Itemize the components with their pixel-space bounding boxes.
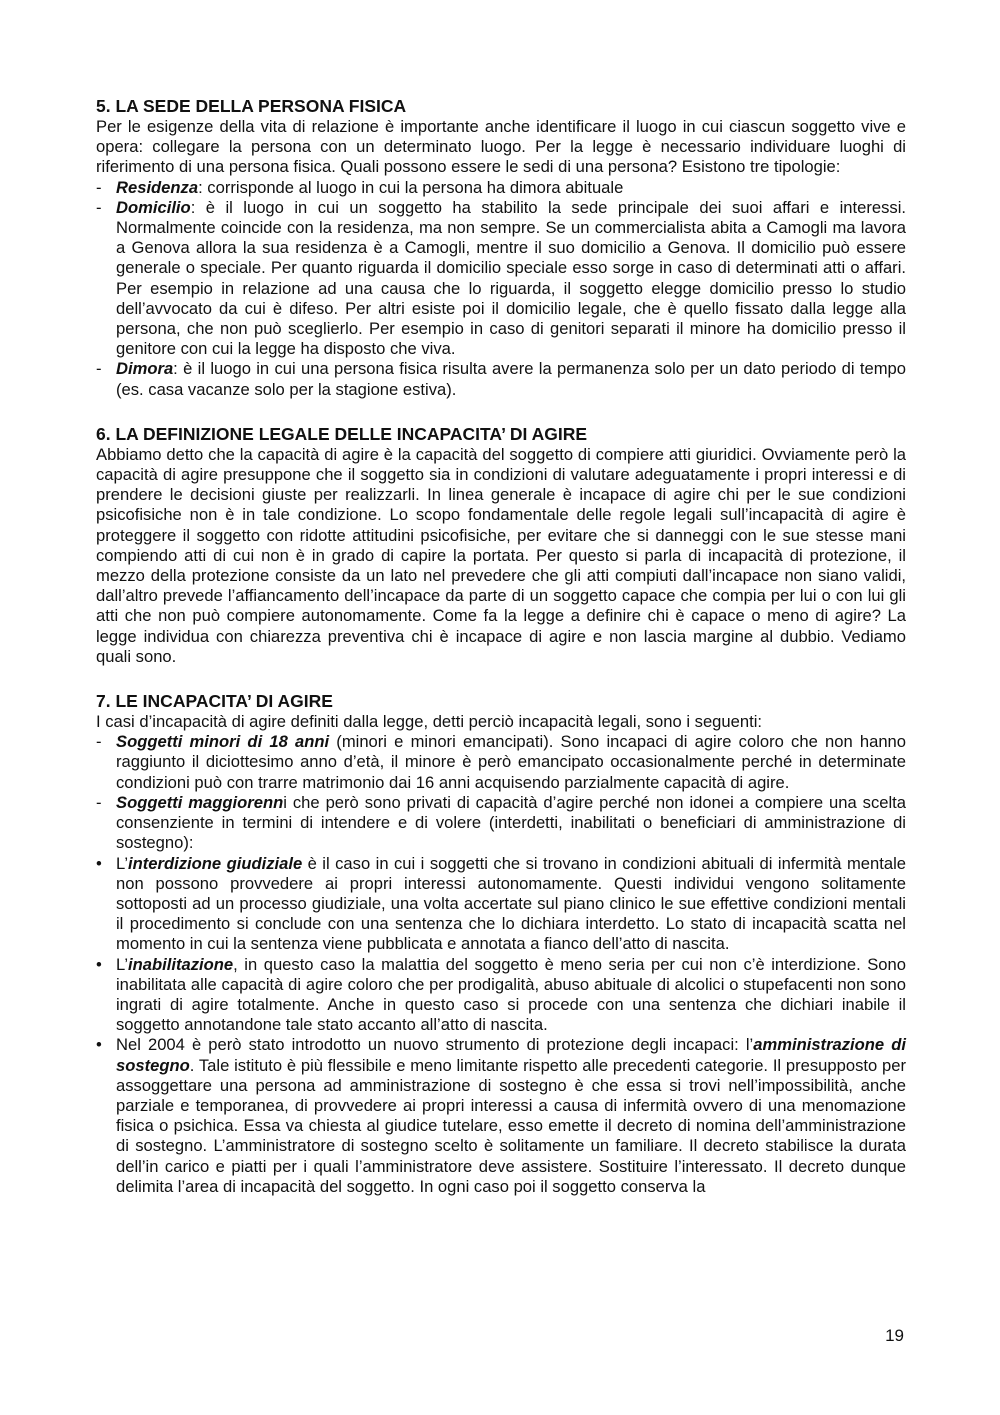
dash-marker: - bbox=[96, 359, 102, 379]
item-text: : è il luogo in cui un soggetto ha stabilito la sede principale dei suoi affari e interessi. Normalmente coincide con la residenza, ma non sempre. Se un commercialista abita a Camogli ma lavora a Genova allora la sua residenza è a Camogli, mentre il suo domicilio a Genova. Il domicilio può essere generale o speciale. Per quanto riguarda il domicilio speciale esso sorge in caso di determinati atti o affari. Per esempio in relazione ad una causa che lo riguarda, il soggetto elegge domicilio presso lo studio dell’avvocato da cui è difeso. Per altri esiste poi il domicilio legale, che è quello fissato dalla legge alla persona, che non può sceglierlo. Per esempio in caso di genitori separati il minore ha domicilio presso il genitore con cui la legge ha disposto che viva. bbox=[116, 197, 906, 359]
bullet-marker: • bbox=[96, 954, 102, 974]
list-item bbox=[96, 793, 906, 854]
dash-marker: - bbox=[96, 197, 102, 217]
bullet-list bbox=[96, 178, 906, 400]
item-text: è il caso in cui i soggetti che si trovano in condizioni abituali di infermità mentale non possono provvedere ai propri interessi autonomamente. Questi individui vengono solitamente sottoposti ad un processo giudiziale, una volta accertate sul piano clinico le sue effettive condizioni mentali il procedimento si conclude con una sentenza che lo dichiara interdetto. Lo stato di incapacità scatta nel momento in cui la sentenza viene pubblicata e annotata a fianco dell’atto di nascita. bbox=[116, 853, 906, 954]
item-prefix: L’ bbox=[116, 853, 128, 873]
bullet-list bbox=[96, 732, 906, 1197]
item-term: inabilitazione bbox=[128, 954, 234, 974]
item-term: Soggetti maggiorenn bbox=[116, 792, 284, 812]
document-page bbox=[96, 96, 906, 1221]
item-text: : è il luogo in cui una persona fisica risulta avere la permanenza solo per un dato periodo di tempo (es. casa vacanze solo per la stagione estiva). bbox=[116, 359, 906, 399]
item-text: : corrisponde al luogo in cui la persona ha dimora abituale bbox=[198, 177, 624, 197]
section-intro: Abbiamo detto che la capacità di agire è la capacità del soggetto di compiere atti giuridici. Ovviamente però la capacità di agire presuppone che il soggetto sia in condizioni di valutare adeguatamente i propri interessi e di prendere le decisioni giuste per realizzarli. In linea generale è incapace di agire chi per le sue condizioni psicofisiche non è in tale condizione. Lo scopo fondamentale delle regole legali sull’incapacità di agire è proteggere il soggetto con ridotte attitudini psicofisiche, per evitare che si danneggi con le sue stesse mani compiendo atti di cui non è in grado di capire la portata. Per questo si parla di incapacità di protezione, il mezzo della protezione consiste da un lato nel prevedere che gli atti compiuti dall’incapace non siano validi, dall’altro prevede l’affiancamento dell’incapace da parte di un soggetto capace che compia per lui o con lui gli atti che non può compiere autonomamente. Come fa la legge a definire chi è capace o meno di agire? La legge individua con chiarezza preventiva chi è incapace di agire e non lascia margine al dubbio. Vediamo quali sono. bbox=[96, 444, 906, 666]
section-title: 5. LA SEDE DELLA PERSONA FISICA bbox=[96, 96, 407, 116]
section-incapacita-di-agire bbox=[96, 691, 906, 1197]
section-intro: Per le esigenze della vita di relazione è importante anche identificare il luogo in cui ciascun soggetto vive e opera: collegare la persona con un determinato luogo. Per la legge è necessario individuare luoghi di riferimento di una persona fisica. Quali possono essere le sedi di una persona? Esistono tre tipologie: bbox=[96, 117, 906, 177]
page-number: 19 bbox=[885, 1326, 904, 1345]
item-text: i che però sono privati di capacità d’agire perché non idonei a compiere una scelta consenziente in termini di intendere e di volere (interdetti, inabilitati o beneficiari di amministrazione di sostegno): bbox=[116, 792, 906, 853]
item-term: Domicilio bbox=[116, 197, 191, 217]
list-item bbox=[96, 198, 906, 360]
section-sede-persona-fisica bbox=[96, 96, 906, 400]
item-term: Residenza bbox=[116, 177, 199, 197]
item-term: Soggetti minori di 18 anni bbox=[116, 732, 330, 752]
bullet-marker: • bbox=[96, 853, 102, 873]
item-prefix: Nel 2004 è però stato introdotto un nuovo strumento di protezione degli incapaci: l’ bbox=[116, 1035, 754, 1055]
list-item bbox=[96, 854, 906, 955]
section-title: 7. LE INCAPACITA’ DI AGIRE bbox=[96, 691, 333, 712]
item-text: . Tale istituto è più flessibile e meno limitante rispetto alle precedenti categorie. Il presupposto per assoggettare una persona ad amministrazione di sostegno è che essa si trovi nell’impossibilità, anche parziale e temporanea, di provvedere ai propri interessi a causa di infermità ovvero di una menomazione fisica o psichica. Essa va chiesta al giudice tutelare, esso emette il decreto di nomina dell’amministrazione di sostegno. L’amministratore di sostegno scelto è solitamente un familiare. Il decreto stabilisce la durata dell’in carico e piatti per i quali l’amministratore deve assistere. Sostituire l’interessato. Il decreto dunque delimita l’area di incapacità del soggetto. In ogni caso poi il soggetto conserva la bbox=[116, 1055, 906, 1196]
section-definizione-incapacita bbox=[96, 424, 906, 667]
dash-marker: - bbox=[96, 732, 102, 752]
list-item bbox=[96, 1035, 906, 1197]
list-item bbox=[96, 359, 906, 399]
bullet-marker: • bbox=[96, 1035, 102, 1055]
section-title: 6. LA DEFINIZIONE LEGALE DELLE INCAPACITA’ DI AGIRE bbox=[96, 423, 587, 444]
item-text: (minori e minori emancipati). Sono incapaci di agire coloro che non hanno raggiunto il diciottesimo anno d’età, il minore è però emancipato occasionalmente perché in determinate condizioni può con trarre matrimonio dai 16 anni acquisendo parzialmente capacità di agire. bbox=[116, 732, 906, 792]
item-term: amministrazione di sostegno bbox=[116, 1035, 906, 1075]
item-text: , in questo caso la malattia del soggetto è meno seria per cui non c’è interdizione. Sono inabilitata alle capacità di agire coloro che per prodigalità, abuso abituale di alcolici o stupefacenti non sono ingrati di agire totalmente. Anche in questo caso si procede con una sentenza che dichiari inabile il soggetto annotandone tale stato accanto all’atto di nascita. bbox=[116, 954, 906, 1035]
dash-marker: - bbox=[96, 792, 102, 812]
dash-marker: - bbox=[96, 177, 102, 197]
item-term: Dimora bbox=[116, 359, 174, 379]
item-prefix: L’ bbox=[116, 954, 128, 974]
list-item bbox=[96, 178, 906, 198]
list-item bbox=[96, 732, 906, 793]
section-intro: I casi d’incapacità di agire definiti dalla legge, detti perciò incapacità legali, sono i seguenti: bbox=[96, 712, 763, 732]
item-term: interdizione giudiziale bbox=[128, 853, 303, 873]
list-item bbox=[96, 955, 906, 1036]
